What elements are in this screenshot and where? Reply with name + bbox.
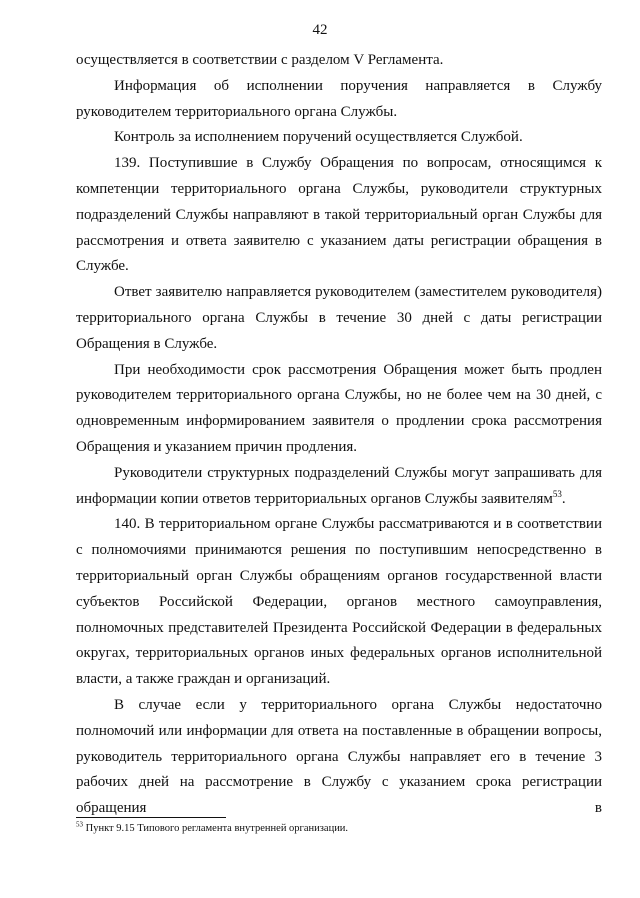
paragraph-response-deadline: Ответ заявителю направляется руководителем (заместителем руководителя) территориального органа Службы в течение 30 дней с даты регистрации Обращения в Службе.	[76, 284, 602, 352]
paragraph-item-139: 139. Поступившие в Службу Обращения по вопросам, относящимся к компетенции территориального органа Службы, руководители структурных подразделений Службы направляют в такой территориальный орган Службы для рассмотрения и ответа заявителю с указанием даты регистрации обращения в Службе.	[76, 155, 602, 275]
footnote-marker: 53	[76, 820, 83, 829]
paragraph-copies-request-text: Руководители структурных подразделений Службы могут запрашивать для информации копии ответов территориальных органов Службы заявителям	[76, 464, 602, 507]
paragraph-insufficient-authority: В случае если у территориального органа Службы недостаточно полномочий или информации для ответа на поставленные в обращении вопросы, руководитель территориального органа Службы направляет его в течение 3 рабочих дней на рассмотрение в Службу с указанием срока регистрации обращения в	[76, 696, 602, 817]
footnote-text: Пункт 9.15 Типового регламента внутренней организации.	[83, 823, 349, 834]
paragraph-control: Контроль за исполнением поручений осуществляется Службой.	[114, 129, 523, 146]
paragraph-copies-request	[76, 461, 602, 513]
footnote-reference: 53	[552, 488, 562, 499]
paragraph-extension: При необходимости срок рассмотрения Обращения может быть продлен руководителем территориального органа Службы, но не более чем на 30 дней, с одновременным информированием заявителя о продлении срока рассмотрения Обращения и указанием причин продления.	[76, 361, 602, 455]
page-number: 42	[312, 22, 328, 38]
paragraph-item-140: 140. В территориальном органе Службы рассматриваются и в соответствии с полномочиями принимаются решения по поступившим непосредственно в территориальный орган Службы обращениям органов государственной власти субъектов Российской Федерации, органов местного самоуправления, полномочных представителей Президента Российской Федерации в федеральных округах, территориальных органов иных федеральных органов исполнительной власти, а также граждан и организаций.	[76, 516, 602, 688]
paragraph-continuation: осуществляется в соответствии с разделом V Регламента.	[76, 52, 444, 68]
document-body	[76, 48, 602, 822]
footnote-divider	[76, 817, 226, 818]
footnote	[76, 822, 602, 835]
paragraph-copies-request-end: .	[561, 490, 566, 507]
paragraph-report-info: Информация об исполнении поручения направляется в Службу руководителем территориального органа Службы.	[76, 77, 602, 120]
